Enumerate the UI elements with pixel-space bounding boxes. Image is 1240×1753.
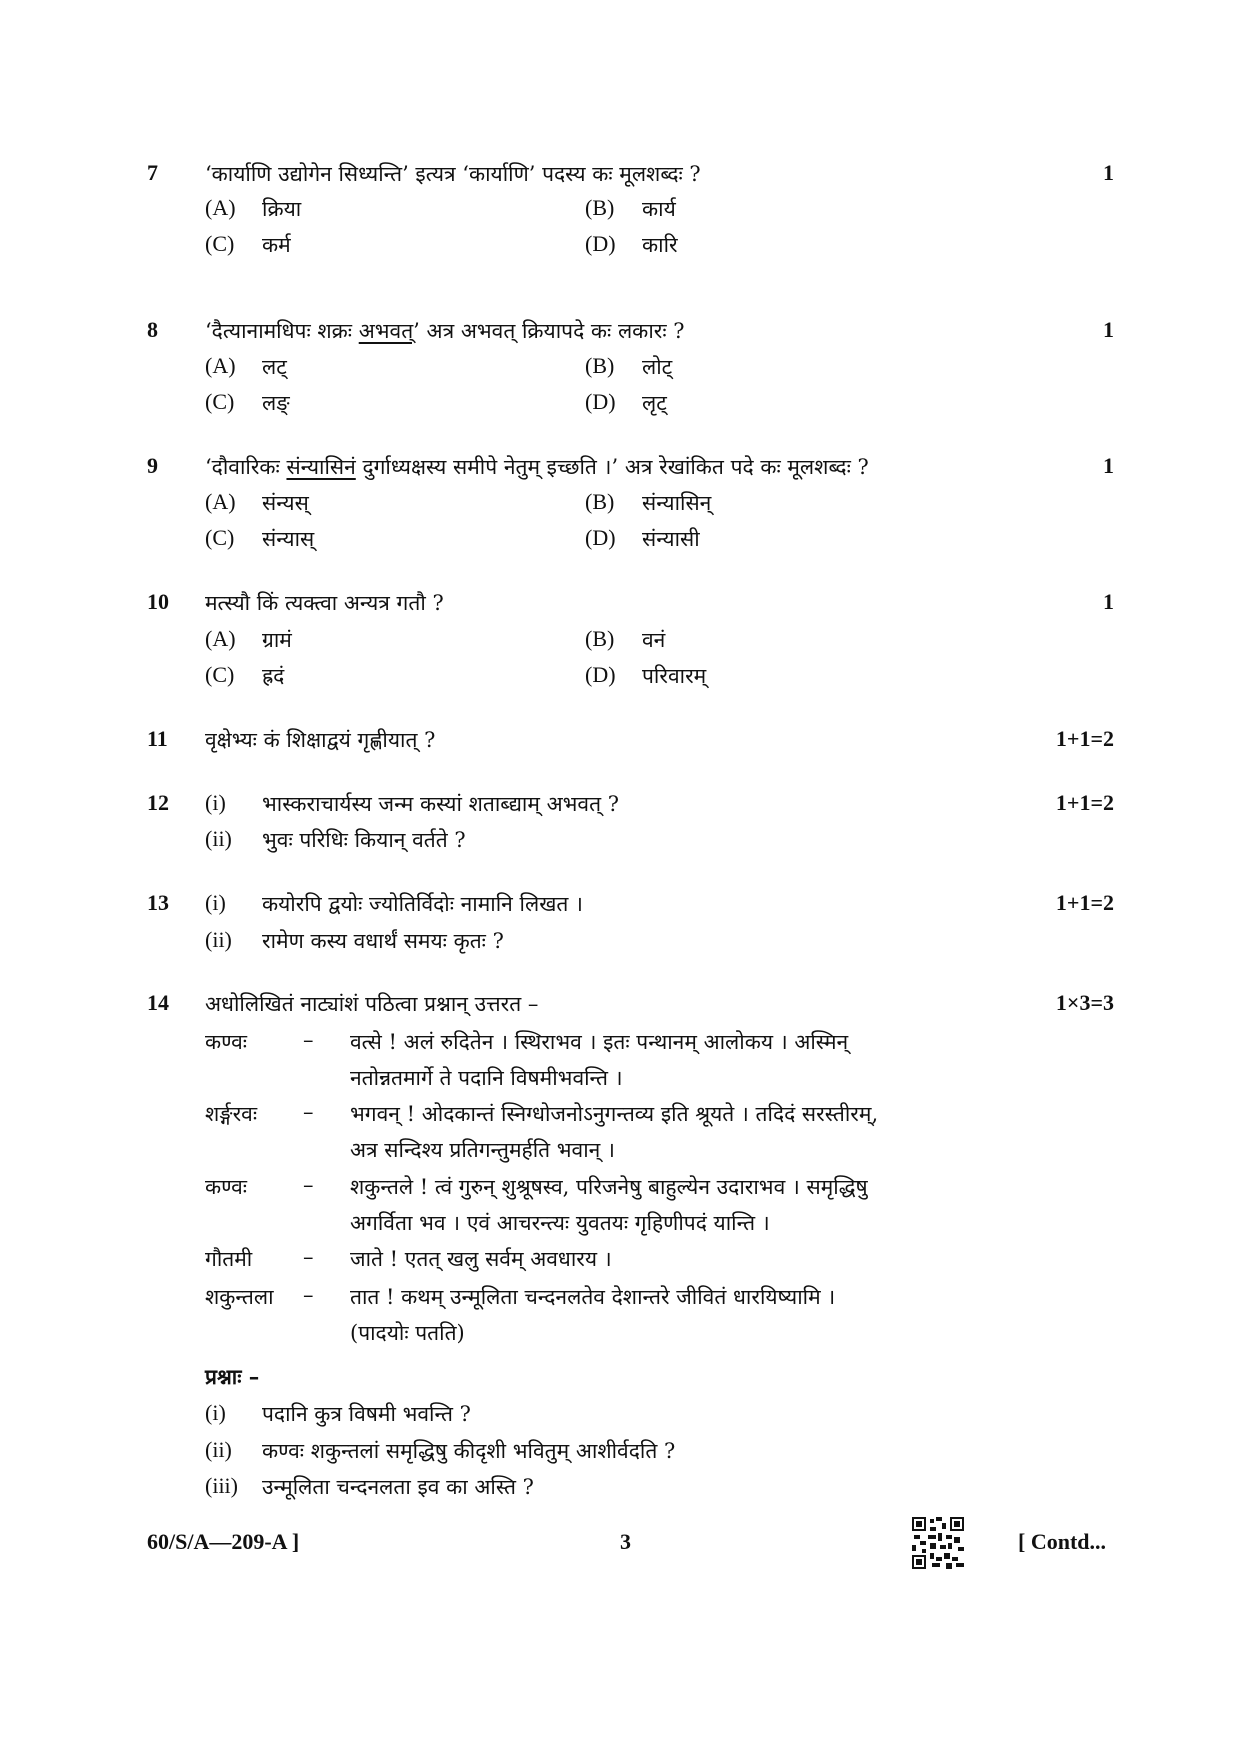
dialogue-line: भगवन् ! ओदकान्तं स्निग्धोजनोऽनुगन्तव्य इति श्रूयते । तदिदं सरस्तीरम्, — [350, 1102, 879, 1126]
option-text: लोट् — [642, 355, 673, 379]
option-label: (D) — [585, 662, 616, 687]
paper-code: 60/S/A—209-A ] — [147, 1529, 300, 1554]
option-text: लट् — [262, 355, 287, 379]
question-text — [205, 453, 869, 481]
question-text-part: ‘दौवारिकः — [205, 455, 287, 479]
speaker-name: शर्ङ्गरवः — [205, 1102, 258, 1126]
subpart-text: भास्कराचार्यस्य जन्म कस्यां शताब्द्याम् अभवत् ? — [262, 792, 619, 816]
subpart-label: (i) — [205, 890, 226, 915]
option-label: (A) — [205, 353, 236, 378]
question-marks: 1+1=2 — [1055, 726, 1114, 751]
subpart-text: पदानि कुत्र विषमी भवन्ति ? — [262, 1402, 471, 1426]
option-text: क्रिया — [262, 197, 302, 221]
option-label: (A) — [205, 195, 236, 220]
question-number: 8 — [147, 317, 158, 342]
subpart-label: (i) — [205, 790, 226, 815]
question-text-part: ‘दैत्यानामधिपः शक्रः — [205, 319, 359, 343]
subpart-label: (ii) — [205, 927, 232, 952]
underlined-word: संन्यासिनं — [286, 455, 356, 479]
question-number: 14 — [147, 990, 169, 1015]
speaker-dash: – — [303, 1283, 314, 1307]
question-marks: 1 — [1103, 317, 1114, 342]
questions-heading: प्रश्नाः – — [205, 1364, 260, 1389]
option-text: कर्म — [262, 233, 291, 257]
question-text-part: दुर्गाध्यक्षस्य समीपे नेतुम् इच्छति ।’ अत्र रेखांकित पदे कः मूलशब्दः ? — [355, 455, 869, 479]
dialogue-line: तात ! कथम् उन्मूलिता चन्दनलतेव देशान्तरे जीवितं धारयिष्यामि । — [350, 1285, 836, 1309]
option-label: (D) — [585, 231, 616, 256]
option-text: परिवारम् — [642, 664, 707, 688]
page-number: 3 — [620, 1529, 631, 1554]
continued-label: [ Contd... — [1018, 1529, 1107, 1554]
option-text: संन्यासी — [642, 527, 700, 551]
option-label: (B) — [585, 353, 615, 378]
option-label: (D) — [585, 389, 616, 414]
question-marks: 1 — [1103, 589, 1114, 614]
option-text: लङ् — [262, 391, 290, 415]
subpart-label: (i) — [205, 1400, 226, 1425]
option-text: लृट् — [642, 391, 667, 415]
question-number: 12 — [147, 790, 169, 815]
subpart-label: (ii) — [205, 826, 232, 851]
dialogue-line: वत्से ! अलं रुदितेन । स्थिराभव । इतः पन्थानम् आलोकय । अस्मिन् — [350, 1030, 849, 1054]
option-label: (B) — [585, 626, 615, 651]
subpart-text: रामेण कस्य वधार्थं समयः कृतः ? — [262, 929, 504, 953]
subpart-text: कयोरपि द्वयोः ज्योतिर्विदोः नामानि लिखत । — [262, 892, 583, 916]
option-label: (A) — [205, 626, 236, 651]
dialogue-line: अगर्विता भव । एवं आचरन्त्यः युवतयः गृहिणीपदं यान्ति । — [350, 1211, 770, 1235]
subpart-label: (ii) — [205, 1437, 232, 1462]
option-text: संन्यासिन् — [642, 491, 712, 515]
option-label: (C) — [205, 231, 235, 256]
subpart-text: कण्वः शकुन्तलां समृद्धिषु कीदृशी भवितुम् आशीर्वदति ? — [262, 1439, 676, 1463]
question-number: 11 — [147, 726, 168, 751]
speaker-name: कण्वः — [205, 1175, 248, 1199]
option-label: (C) — [205, 662, 235, 687]
speaker-name: गौतमी — [205, 1247, 253, 1271]
option-label: (C) — [205, 389, 235, 414]
question-marks: 1×3=3 — [1055, 990, 1114, 1015]
option-text: संन्यास् — [262, 527, 315, 551]
question-text: अधोलिखितं नाट्यांशं पठित्वा प्रश्नान् उत्तरत – — [205, 992, 539, 1016]
subpart-label: (iii) — [205, 1473, 238, 1498]
question-text — [205, 317, 685, 345]
question-marks: 1+1=2 — [1055, 890, 1114, 915]
question-text: मत्स्यौ किं त्यक्त्वा अन्यत्र गतौ ? — [205, 591, 444, 615]
qr-code-icon — [912, 1517, 964, 1569]
speaker-dash: – — [303, 1028, 314, 1052]
dialogue-line: शकुन्तले ! त्वं गुरुन् शुश्रूषस्व, परिजनेषु बाहुल्येन उदाराभव । समृद्धिषु — [350, 1175, 868, 1199]
subpart-text: उन्मूलिता चन्दनलता इव का अस्ति ? — [262, 1475, 534, 1499]
dialogue-line: जाते ! एतत् खलु सर्वम् अवधारय । — [350, 1247, 612, 1271]
question-number: 9 — [147, 453, 158, 478]
option-text: वनं — [642, 628, 666, 652]
option-label: (D) — [585, 525, 616, 550]
option-text: ह्रदं — [262, 664, 285, 688]
option-text: कार्य — [642, 197, 676, 221]
question-number: 13 — [147, 890, 169, 915]
question-marks: 1 — [1103, 453, 1114, 478]
question-marks: 1+1=2 — [1055, 790, 1114, 815]
speaker-dash: – — [303, 1245, 314, 1269]
option-label: (B) — [585, 489, 615, 514]
question-marks: 1 — [1103, 160, 1114, 185]
question-number: 10 — [147, 589, 169, 614]
question-text: वृक्षेभ्यः कं शिक्षाद्वयं गृह्णीयात् ? — [205, 728, 436, 752]
underlined-word: अभवत् — [358, 319, 414, 343]
option-text: ग्रामं — [262, 628, 292, 652]
question-number: 7 — [147, 160, 158, 185]
speaker-dash: – — [303, 1173, 314, 1197]
dialogue-line: नतोन्नतमार्गे ते पदानि विषमीभवन्ति । — [350, 1066, 623, 1090]
option-label: (B) — [585, 195, 615, 220]
subpart-text: भुवः परिधिः कियान् वर्तते ? — [262, 828, 466, 852]
speaker-name: कण्वः — [205, 1030, 248, 1054]
question-text: ‘कार्याणि उद्योगेन सिध्यन्ति’ इत्यत्र ‘कार्याणि’ पदस्य कः मूलशब्दः ? — [205, 162, 701, 186]
speaker-name: शकुन्तला — [205, 1285, 274, 1309]
option-text: कारि — [642, 233, 678, 257]
dialogue-line: (पादयोः पतति) — [350, 1321, 465, 1345]
speaker-dash: – — [303, 1100, 314, 1124]
option-text: संन्यस् — [262, 491, 309, 515]
dialogue-line: अत्र सन्दिश्य प्रतिगन्तुमर्हति भवान् । — [350, 1138, 615, 1162]
question-text-part: ’ अत्र अभवत् क्रियापदे कः लकारः ? — [413, 319, 685, 343]
option-label: (A) — [205, 489, 236, 514]
option-label: (C) — [205, 525, 235, 550]
